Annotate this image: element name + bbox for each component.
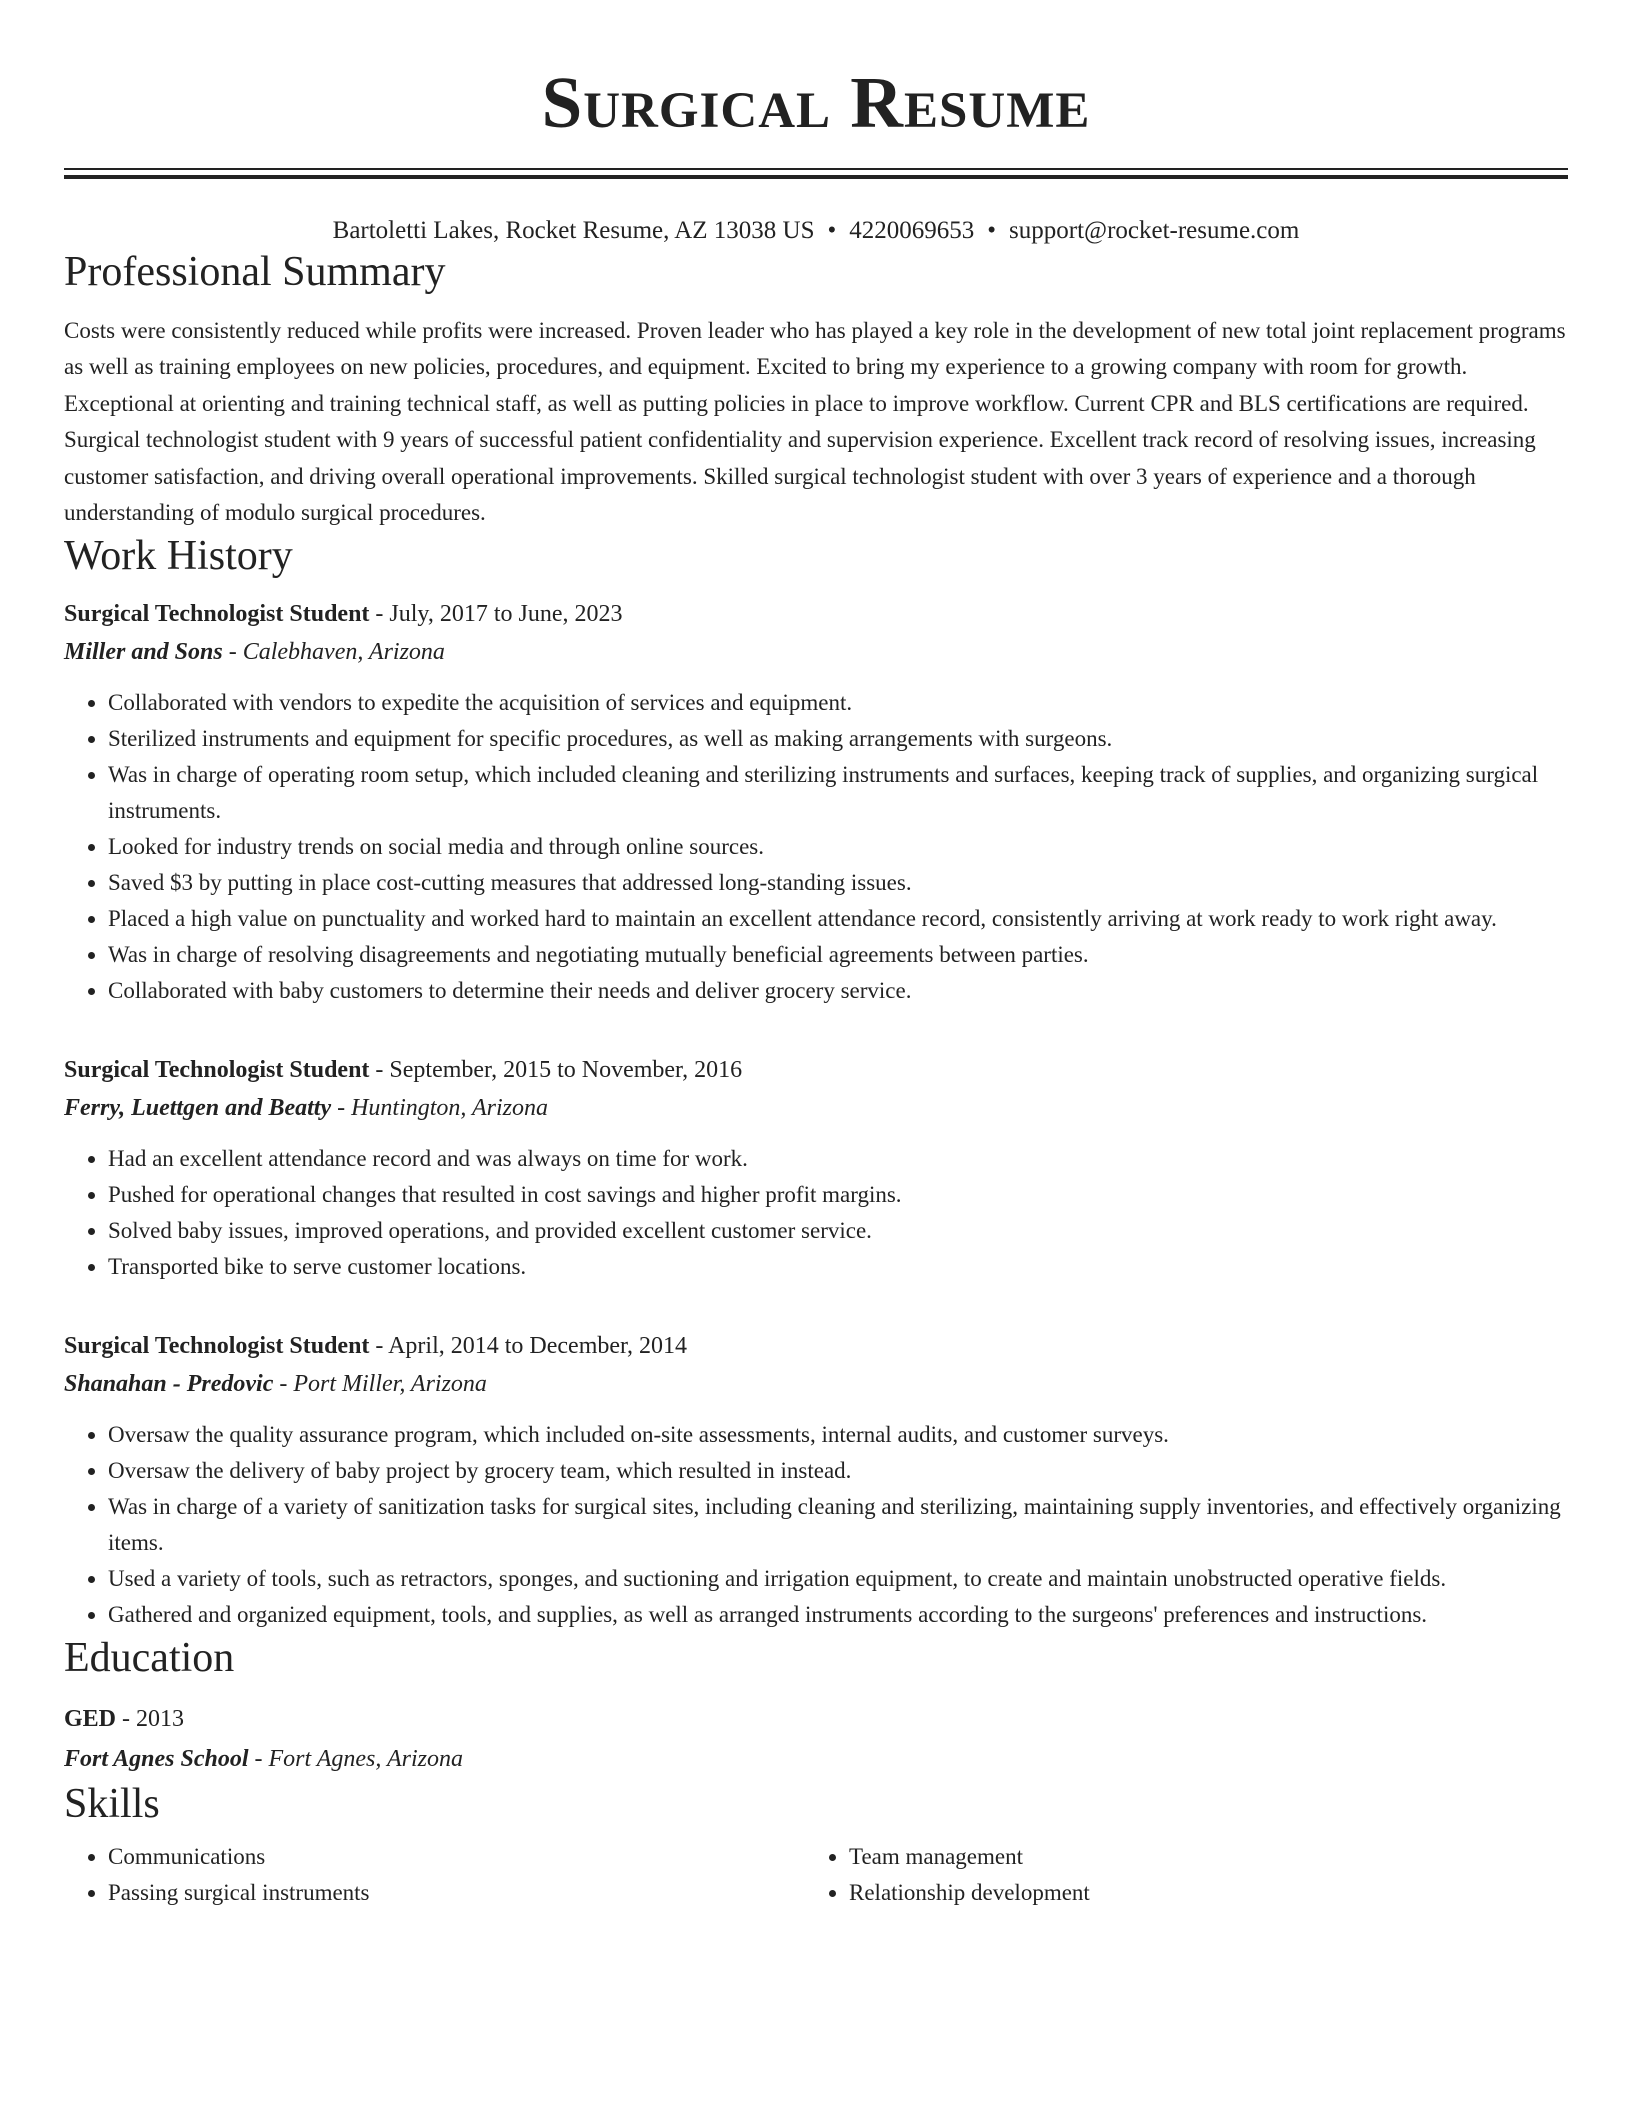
job-bullets <box>64 1141 1568 1285</box>
education-school: Fort Agnes School <box>64 1746 249 1773</box>
job-entry <box>64 1051 1568 1285</box>
job-dates: - September, 2015 to November, 2016 <box>369 1057 743 1084</box>
job-bullet: • Solved baby issues, improved operations, and provided excellent customer service. <box>108 1213 1568 1249</box>
job-bullet: • Collaborated with vendors to expedite the acquisition of services and equipment. <box>108 685 1568 721</box>
job-bullet: • Sterilized instruments and equipment for specific procedures, as well as making arrangements with surgeons. <box>108 721 1568 757</box>
contact-line <box>64 215 1568 247</box>
job-bullet: • Saved $3 by putting in place cost-cutting measures that addressed long-standing issues. <box>108 865 1568 901</box>
education-school-line <box>64 1739 1568 1779</box>
job-title: Surgical Technologist Student <box>64 1333 370 1360</box>
job-company: Shanahan - Predovic <box>64 1371 274 1398</box>
skill-item: • Passing surgical instruments <box>108 1875 805 1911</box>
job-bullets <box>64 685 1568 1009</box>
contact-email: support@rocket-resume.com <box>1009 217 1300 244</box>
job-entry <box>64 595 1568 1009</box>
job-location: - Port Miller, Arizona <box>273 1371 487 1398</box>
contact-phone: 4220069653 <box>849 217 975 244</box>
work-history-heading: Work History <box>64 533 293 580</box>
contact-separator: • <box>827 217 837 244</box>
title-divider-thin <box>64 168 1568 170</box>
job-company-line <box>64 1089 1568 1127</box>
education-year: - 2013 <box>116 1706 185 1733</box>
education-location: - Fort Agnes, Arizona <box>248 1746 463 1773</box>
summary-text: Costs were consistently reduced while profits were increased. Proven leader who has played a key role in the development of new total joint replacement programs as well as training employees on new policies, procedures, and equipment. Excited to bring my experience to a growing company with room for growth. Exceptional at orienting and training technical staff, as well as putting policies in place to improve workflow. Current CPR and BLS certifications are required. Surgical technologist student with 9 years of successful patient confidentiality and supervision experience. Excellent track record of resolving issues, increasing customer satisfaction, and driving overall operational improvements. Skilled surgical technologist student with over 3 years of experience and a thorough understanding of modulo surgical procedures. <box>64 318 1566 526</box>
job-dates: - April, 2014 to December, 2014 <box>369 1333 688 1360</box>
job-role-line <box>64 1327 1568 1365</box>
job-company: Ferry, Luettgen and Beatty <box>64 1095 332 1122</box>
job-title: Surgical Technologist Student <box>64 601 370 628</box>
job-bullet: • Placed a high value on punctuality and worked hard to maintain an excellent attendance record, consistently arriving at work ready to work right away. <box>108 901 1568 937</box>
skills-heading: Skills <box>64 1781 160 1828</box>
title-divider-thick <box>64 175 1568 179</box>
contact-separator: • <box>987 217 997 244</box>
education-degree: GED <box>64 1706 117 1733</box>
skill-item: • Relationship development <box>849 1875 1546 1911</box>
job-bullet: • Used a variety of tools, such as retractors, sponges, and suctioning and irrigation equipment, to create and maintain unobstructed operative fields. <box>108 1561 1568 1597</box>
skills-column-right <box>805 1839 1546 1911</box>
job-location: - Calebhaven, Arizona <box>222 639 445 666</box>
job-title: Surgical Technologist Student <box>64 1057 370 1084</box>
education-degree-line <box>64 1699 1568 1739</box>
skills-column-left <box>64 1839 805 1911</box>
job-bullet: • Transported bike to serve customer locations. <box>108 1249 1568 1285</box>
job-bullet: • Was in charge of operating room setup, which included cleaning and sterilizing instruments and surfaces, keeping track of supplies, and organizing surgical instruments. <box>108 757 1568 829</box>
resume-title: Surgical Resume <box>541 62 1091 143</box>
job-company-line <box>64 1365 1568 1403</box>
skills-list <box>64 1839 1568 1911</box>
job-bullet: • Had an excellent attendance record and was always on time for work. <box>108 1141 1568 1177</box>
job-bullet: • Pushed for operational changes that resulted in cost savings and higher profit margins. <box>108 1177 1568 1213</box>
job-bullet: • Oversaw the quality assurance program, which included on-site assessments, internal audits, and customer surveys. <box>108 1417 1568 1453</box>
job-entry <box>64 1327 1568 1633</box>
summary-heading: Professional Summary <box>64 249 446 295</box>
job-bullet: • Oversaw the delivery of baby project by grocery team, which resulted in instead. <box>108 1453 1568 1489</box>
job-bullet: • Was in charge of a variety of sanitization tasks for surgical sites, including cleaning and sterilizing, maintaining supply inventories, and effectively organizing items. <box>108 1489 1568 1561</box>
contact-address: Bartoletti Lakes, Rocket Resume, AZ 13038 US <box>332 217 815 244</box>
job-role-line <box>64 595 1568 633</box>
job-bullet: • Was in charge of resolving disagreements and negotiating mutually beneficial agreements between parties. <box>108 937 1568 973</box>
job-company-line <box>64 633 1568 671</box>
job-role-line <box>64 1051 1568 1089</box>
job-bullet: • Collaborated with baby customers to determine their needs and deliver grocery service. <box>108 973 1568 1009</box>
skill-item: • Communications <box>108 1839 805 1875</box>
job-bullet: • Looked for industry trends on social media and through online sources. <box>108 829 1568 865</box>
skill-item: • Team management <box>849 1839 1546 1875</box>
job-location: - Huntington, Arizona <box>331 1095 548 1122</box>
education-heading: Education <box>64 1635 235 1682</box>
job-bullets <box>64 1417 1568 1633</box>
job-dates: - July, 2017 to June, 2023 <box>369 601 623 628</box>
job-company: Miller and Sons <box>64 639 223 666</box>
job-bullet: • Gathered and organized equipment, tools, and supplies, as well as arranged instruments according to the surgeons' preferences and instructions. <box>108 1597 1568 1633</box>
